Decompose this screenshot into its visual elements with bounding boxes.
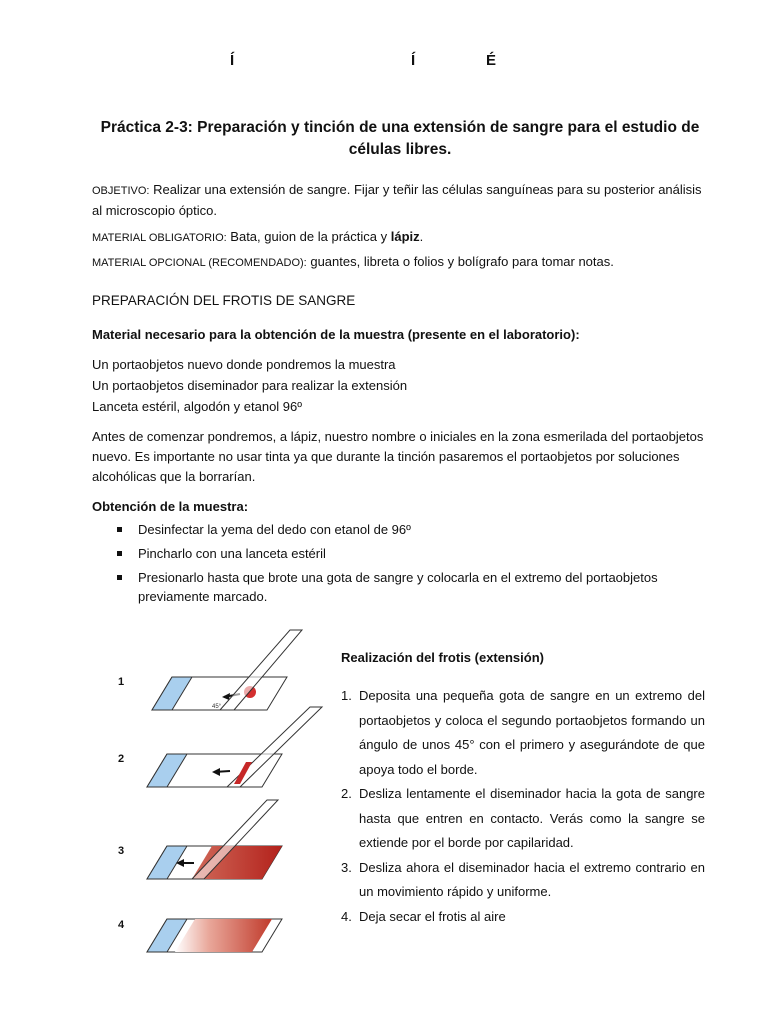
material-required-paragraph (92, 227, 710, 248)
step-label-4: 4 (118, 919, 125, 931)
smear-step (341, 905, 705, 930)
smear-figure (112, 622, 334, 962)
step-text: Deposita una pequeña gota de sangre en un extremo del portaobjetos y coloca el segundo portaobjetos formando un ángulo de unos 45° con el primero y asegurándote de que apoya todo el borde. (359, 688, 705, 777)
sample-bullets (92, 520, 710, 611)
smear-step (341, 782, 705, 856)
step-label-2: 2 (118, 753, 125, 765)
materials-heading: Material necesario para la obtención de la muestra (presente en el laboratorio): (92, 327, 580, 342)
angle-label: 45° (212, 704, 222, 710)
slide-2 (147, 707, 322, 787)
section-title: PREPARACIÓN DEL FROTIS DE SANGRE (92, 293, 356, 308)
objective-text: Realizar una extensión de sangre. Fijar y teñir las células sanguíneas para su posterior análisis al microscopio óptico. (92, 182, 702, 218)
smear-step (341, 684, 705, 782)
material-optional-text: guantes, libreta o folios y bolígrafo para tomar notas. (306, 254, 614, 269)
slide-3 (147, 800, 282, 879)
material-required-bold: lápiz (390, 229, 420, 244)
step-number: 2. (341, 786, 352, 801)
sample-bullet: Presionarlo hasta que brote una gota de sangre y colocarla en el extremo del portaobjetos previamente marcado. (92, 568, 710, 606)
step-number: 1. (341, 688, 352, 703)
step-number: 4. (341, 908, 352, 924)
step-label-1: 1 (118, 676, 125, 688)
step-text: Deja secar el frotis al aire (359, 908, 506, 924)
materials-item: Un portaobjetos diseminador para realizar la extensión (92, 378, 408, 393)
smear-step (341, 856, 705, 905)
slide-4 (147, 919, 282, 952)
step-label-3: 3 (118, 845, 125, 857)
sample-bullet: Desinfectar la yema del dedo con etanol de 96º (92, 520, 710, 539)
material-optional-paragraph (92, 252, 710, 273)
materials-item: Lanceta estéril, algodón y etanol 96º (92, 399, 303, 414)
material-required-end: . (419, 229, 424, 244)
slide-1 (152, 630, 302, 710)
header-letter-2: Í (411, 52, 416, 69)
sample-bullet: Pincharlo con una lanceta estéril (92, 544, 710, 563)
objective-paragraph (92, 180, 710, 221)
objective-label: OBJETIVO: (92, 185, 150, 197)
header-letter-3: É (486, 52, 497, 69)
sample-heading: Obtención de la muestra: (92, 499, 249, 514)
material-optional-label: MATERIAL OPCIONAL (RECOMENDADO): (92, 257, 307, 269)
title-line-1: Práctica 2-3: Preparación y tinción de una extensión de sangre para el estudio de (100, 119, 700, 136)
step-number: 3. (341, 859, 352, 875)
material-required-text: Bata, guion de la práctica y (226, 229, 391, 244)
header-letters (0, 52, 768, 72)
step-text: Desliza ahora el diseminador hacia el extremo contrario en un movimiento rápido y uniforme. (359, 859, 705, 899)
title-line-2: células libres. (348, 141, 452, 158)
header-letter-1: Í (230, 52, 235, 69)
materials-item: Un portaobjetos nuevo donde pondremos la muestra (92, 357, 396, 372)
page-title (80, 117, 720, 161)
smear-heading: Realización del frotis (extensión) (341, 650, 544, 665)
smear-steps (341, 684, 705, 929)
intro-paragraph: Antes de comenzar pondremos, a lápiz, nuestro nombre o iniciales en la zona esmerilada del portaobjetos nuevo. Es importante no usar tinta ya que durante la tinción pasaremos el portaobjetos por soluciones alcohólicas que la borrarían. (92, 429, 704, 484)
step-text: Desliza lentamente el diseminador hacia la gota de sangre hasta que entren en contacto. Verás como la sangre se extiende por el borde por capilaridad. (359, 786, 705, 850)
materials-list (92, 354, 710, 417)
material-required-label: MATERIAL OBLIGATORIO: (92, 232, 227, 244)
